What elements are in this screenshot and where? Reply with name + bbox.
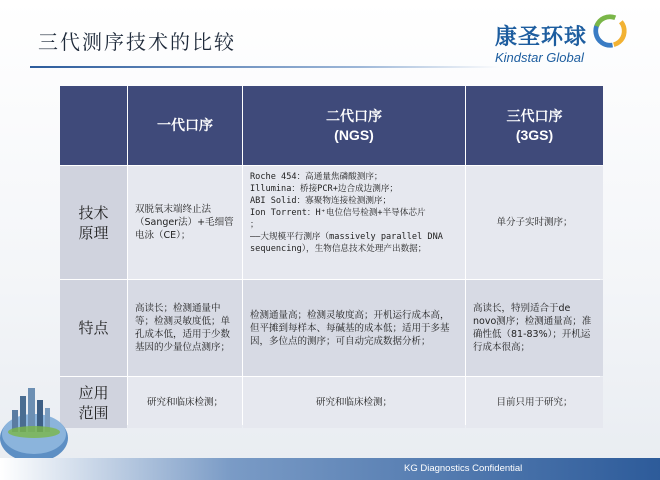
table-cell <box>466 280 603 376</box>
row-label-features: 特点 <box>60 280 127 376</box>
title-underline <box>30 66 500 68</box>
row-label-applications: 应用范围 <box>60 377 127 428</box>
table-cell <box>466 166 603 279</box>
logo-english-name: Kindstar Global <box>495 50 584 65</box>
cell-text: 研究和临床检测； <box>146 397 223 408</box>
table-cell <box>243 377 465 428</box>
footer-bar <box>0 458 660 480</box>
header-second-generation-title: 二代口序 <box>326 107 382 124</box>
header-third-generation <box>466 86 603 165</box>
company-logo <box>495 12 645 72</box>
footer-confidential-text: KG Diagnostics Confidential <box>404 463 523 474</box>
header-second-generation <box>243 86 465 165</box>
cell-text: 目前只用于研究； <box>496 397 573 408</box>
cell-text: Roche 454：高通量焦磷酸测序； Illumina：桥接PCR+边合成边测序； ABI Solid：寡聚物连接检测测序； Ion Torrent：H⁺电位信号检测+半导体芯片 ； ——大规模平行测序（massively parallel DNA sequencing），生物信息技术处理产出数据； <box>250 172 443 254</box>
cell-text: 研究和临床检测； <box>315 397 392 408</box>
header-first-generation-title: 一代口序 <box>157 117 213 133</box>
cell-text: 双脱氧末端终止法（Sanger法）+毛细管电泳（CE）； <box>135 204 234 241</box>
cell-text: 高读长；检测通量中等；检测灵敏度低；单孔成本低，适用于少数基因的少量位点测序； <box>135 303 231 353</box>
table-cell <box>243 166 465 279</box>
cell-text: 高读长，特别适合于de novo测序；检测通量高；准确性低（81-83%）；开机运行成本很高； <box>473 303 592 353</box>
table-cell <box>128 280 242 376</box>
slide-title: 三代测序技术的比较 <box>38 30 236 54</box>
header-second-generation-abbr: (NGS) <box>334 126 374 143</box>
cell-text: 检测通量高；检测灵敏度高；开机运行成本高，但平摊到每样本、每碱基的成本低；适用于多基因，多位点的测序；可自动完成数据分析； <box>250 309 450 347</box>
table-cell <box>128 166 242 279</box>
logo-chinese-name: 康圣环球 <box>495 25 588 50</box>
row-label-principle: 技术原理 <box>60 166 127 279</box>
comparison-table <box>60 86 600 425</box>
cell-text: 单分子实时测序； <box>496 217 573 228</box>
header-first-generation <box>128 86 242 165</box>
header-third-generation-title: 三代口序 <box>506 107 563 124</box>
logo-swirl-icon <box>591 12 629 50</box>
table-cell <box>243 280 465 376</box>
globe-city-decoration <box>0 372 76 464</box>
header-third-generation-abbr: (3GS) <box>515 126 554 143</box>
table-cell <box>128 377 242 428</box>
table-corner-cell <box>60 86 127 165</box>
table-cell <box>466 377 603 428</box>
